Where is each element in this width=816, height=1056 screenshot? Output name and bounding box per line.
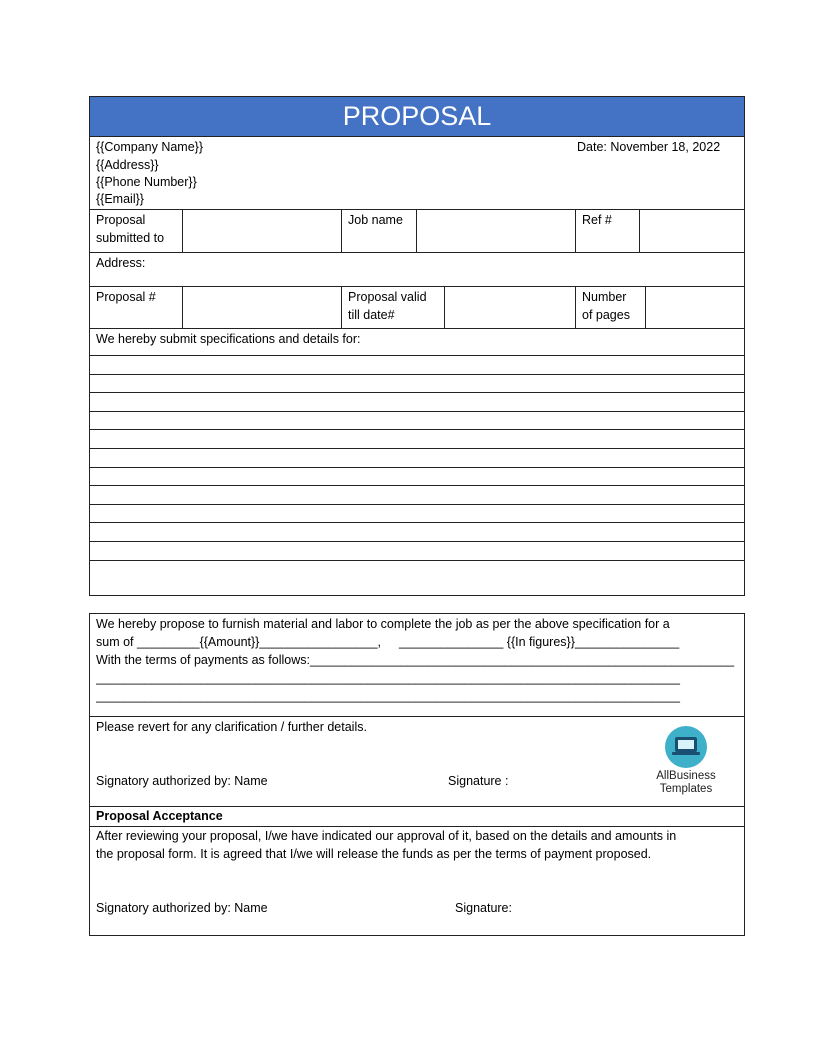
- job-name-text: Job name: [348, 213, 403, 227]
- company-email: {{Email}}: [96, 192, 144, 206]
- specs-lines[interactable]: [90, 356, 744, 579]
- acceptance-signatory-label: Signatory authorized by: Name: [96, 901, 268, 915]
- clarification-text: Please revert for any clarification / further details.: [96, 720, 367, 734]
- valid-till-field[interactable]: [444, 287, 575, 328]
- terms-line1: We hereby propose to furnish material and labor to complete the job as per the above specification for a: [96, 617, 670, 631]
- logo-circle: [665, 726, 707, 768]
- terms-section: [90, 614, 744, 717]
- laptop-icon: [675, 737, 697, 752]
- payment-blank-line-3[interactable]: ____________________________________________________________________________________: [96, 689, 680, 703]
- amount-blank-1[interactable]: _________: [137, 635, 200, 649]
- submitted-to-label-line2: submitted to: [96, 231, 165, 245]
- signatory-label: Signatory authorized by: Name: [96, 774, 268, 788]
- spec-line[interactable]: [90, 542, 744, 561]
- acceptance-signature-label: Signature:: [455, 901, 512, 915]
- spec-line[interactable]: [90, 561, 744, 580]
- figures-placeholder: {{In figures}}: [506, 635, 575, 649]
- amount-blank-2[interactable]: _________________,: [259, 635, 382, 649]
- spec-line[interactable]: [90, 430, 744, 449]
- ref-label: [575, 210, 639, 252]
- company-name: {{Company Name}}: [96, 140, 204, 154]
- spec-line[interactable]: [90, 486, 744, 505]
- clarification-section: [90, 717, 744, 807]
- company-phone: {{Phone Number}}: [96, 175, 197, 189]
- valid-till-label: [341, 287, 444, 328]
- spec-line[interactable]: [90, 393, 744, 412]
- valid-till-line1: Proposal valid: [348, 290, 427, 304]
- submitted-to-label: [90, 210, 182, 252]
- logo-text-line1: AllBusiness: [656, 770, 716, 782]
- figures-line: [399, 633, 679, 651]
- proposal-title: PROPOSAL: [90, 97, 744, 137]
- pages-label: [575, 287, 645, 328]
- ref-field[interactable]: [639, 210, 744, 252]
- acceptance-line2: the proposal form. It is agreed that I/we will release the funds as per the terms of payment proposed.: [96, 847, 652, 861]
- figures-blank-1[interactable]: _______________: [399, 635, 504, 649]
- specs-header-row: [90, 329, 744, 356]
- payment-terms-label: With the terms of payments as follows:: [96, 653, 310, 667]
- proposal-date: Date: November 18, 2022: [577, 140, 721, 154]
- amount-placeholder: {{Amount}}: [199, 635, 260, 649]
- spec-line[interactable]: [90, 523, 744, 542]
- address-label: Address:: [96, 256, 146, 270]
- payment-terms-blank[interactable]: _____________________________________________________________: [309, 653, 735, 667]
- job-name-field[interactable]: [416, 210, 575, 252]
- pages-line1: Number: [582, 290, 627, 304]
- payment-terms-line: [96, 651, 734, 669]
- laptop-base-icon: [672, 752, 700, 755]
- signature-label: Signature :: [448, 774, 509, 788]
- acceptance-title: Proposal Acceptance: [96, 809, 223, 823]
- acceptance-title-row: [90, 807, 744, 827]
- spec-line[interactable]: [90, 505, 744, 524]
- company-logo: [638, 723, 734, 799]
- figures-blank-2[interactable]: _______________: [574, 635, 680, 649]
- spec-line[interactable]: [90, 449, 744, 468]
- pages-line2: of pages: [582, 308, 630, 322]
- proposal-number-field[interactable]: [182, 287, 341, 328]
- proposal-number-row: [90, 287, 744, 329]
- terms-form: [89, 613, 745, 936]
- address-row: [90, 253, 744, 287]
- company-address: {{Address}}: [96, 158, 159, 172]
- submitted-to-label-line1: Proposal: [96, 213, 146, 227]
- submitted-to-field[interactable]: [182, 210, 341, 252]
- sum-line: [96, 633, 381, 651]
- spec-line[interactable]: [90, 412, 744, 431]
- submitted-to-row: [90, 210, 744, 253]
- spec-line[interactable]: [90, 468, 744, 487]
- ref-text: Ref #: [582, 213, 612, 227]
- spec-line[interactable]: [90, 356, 744, 375]
- job-name-label: [341, 210, 416, 252]
- pages-field[interactable]: [645, 287, 744, 328]
- spec-line[interactable]: [90, 375, 744, 394]
- proposal-number-text: Proposal #: [96, 290, 156, 304]
- proposal-number-label: [90, 287, 182, 328]
- valid-till-line2: till date#: [348, 308, 395, 322]
- logo-text-line2: Templates: [659, 783, 713, 795]
- sum-prefix: sum of: [96, 635, 137, 649]
- payment-blank-line-2[interactable]: ____________________________________________________________________________________: [96, 671, 680, 685]
- proposal-form: [89, 96, 745, 596]
- acceptance-line1: After reviewing your proposal, I/we have indicated our approval of it, based on the details and amounts in: [96, 829, 677, 843]
- specs-label: We hereby submit specifications and details for:: [96, 332, 361, 346]
- acceptance-section: [90, 827, 744, 935]
- company-info-section: [90, 137, 744, 210]
